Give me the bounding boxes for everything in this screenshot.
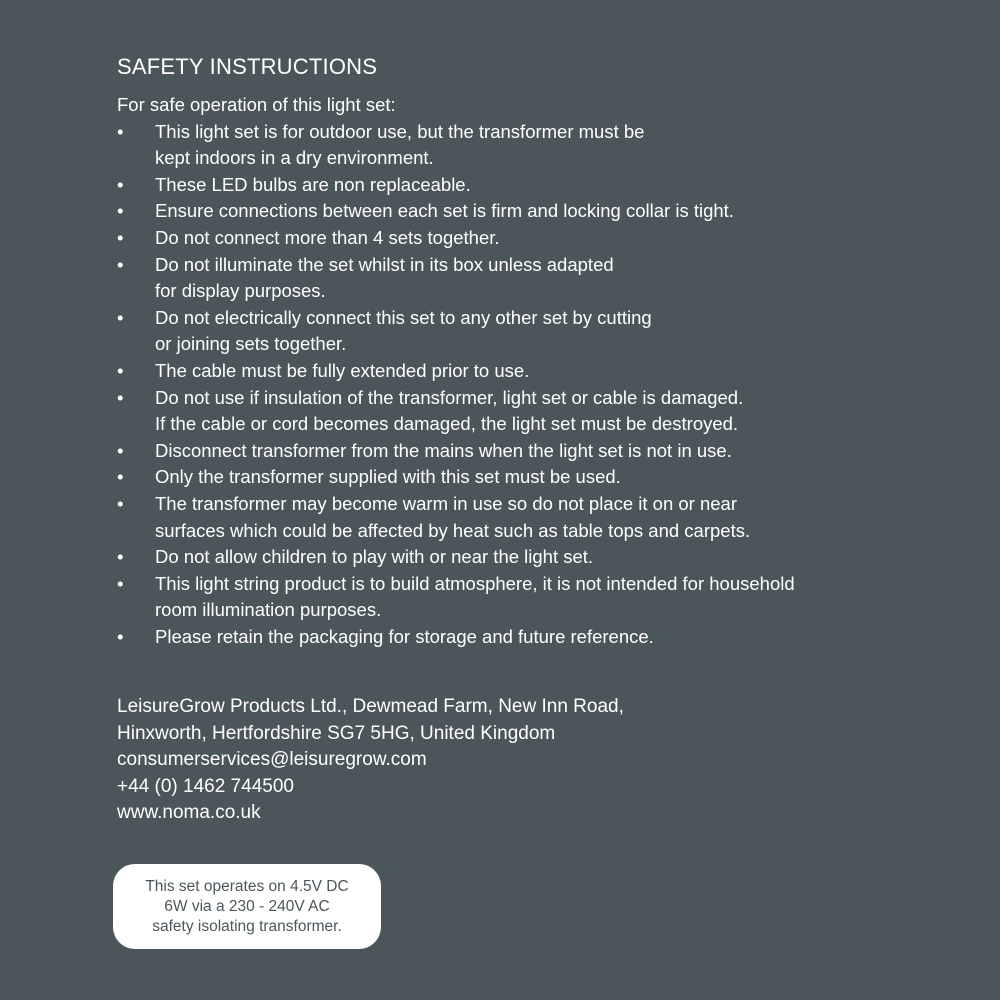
instruction-text: The cable must be fully extended prior to use. — [155, 359, 530, 381]
list-item — [117, 172, 977, 199]
phone-number: +44 (0) 1462 744500 — [117, 775, 294, 797]
bullet-icon: • — [117, 253, 124, 275]
bullet-icon: • — [117, 492, 124, 514]
spec-line-2: 6W via a 230 - 240V AC — [164, 897, 330, 915]
bullet-icon: • — [117, 226, 124, 248]
instruction-text: These LED bulbs are non replaceable. — [155, 173, 471, 195]
address-line-1: LeisureGrow Products Ltd., Dewmead Farm, New Inn Road, — [117, 696, 624, 718]
instruction-text: Please retain the packaging for storage and future reference. — [155, 625, 654, 647]
bullet-icon: • — [117, 439, 124, 461]
email-address: consumerservices@leisuregrow.com — [117, 749, 427, 771]
instructions-list — [117, 119, 977, 651]
instruction-text: Do not allow children to play with or near the light set. — [155, 546, 594, 568]
bullet-icon: • — [117, 546, 124, 568]
list-item — [117, 358, 977, 385]
instruction-text: Only the transformer supplied with this set must be used. — [155, 466, 621, 488]
list-item — [117, 491, 977, 544]
safety-instructions-panel — [117, 52, 977, 827]
instruction-text: Do not connect more than 4 sets together. — [155, 226, 500, 248]
list-item — [117, 571, 977, 624]
bullet-icon: • — [117, 306, 124, 328]
list-item — [117, 305, 977, 358]
instruction-text: Disconnect transformer from the mains when the light set is not in use. — [155, 439, 732, 461]
website-url: www.noma.co.uk — [117, 802, 261, 824]
list-item — [117, 225, 977, 252]
address-line-2: Hinxworth, Hertfordshire SG7 5HG, United Kingdom — [117, 722, 556, 744]
bullet-icon: • — [117, 359, 124, 381]
bullet-icon: • — [117, 386, 124, 408]
list-item — [117, 624, 977, 651]
instruction-text: The transformer may become warm in use so do not place it on or near surfaces which could be affected by heat such as table tops and carpets. — [155, 492, 751, 541]
list-item — [117, 464, 977, 491]
page-title: SAFETY INSTRUCTIONS — [117, 54, 378, 79]
contact-block — [117, 694, 977, 827]
spec-line-1: This set operates on 4.5V DC — [145, 877, 349, 895]
bullet-icon: • — [117, 466, 124, 488]
list-item — [117, 198, 977, 225]
bullet-icon: • — [117, 572, 124, 594]
instruction-text: Do not illuminate the set whilst in its box unless adapted for display purposes. — [155, 253, 614, 302]
instruction-text: Do not use if insulation of the transformer, light set or cable is damaged. If the cable or cord becomes damaged, the light set must be destroyed. — [155, 386, 744, 435]
instruction-text: Ensure connections between each set is firm and locking collar is tight. — [155, 200, 734, 222]
bullet-icon: • — [117, 200, 124, 222]
instruction-text: This light set is for outdoor use, but the transformer must be kept indoors in a dry environment. — [155, 120, 645, 169]
intro-text: For safe operation of this light set: — [117, 94, 396, 115]
bullet-icon: • — [117, 173, 124, 195]
list-item — [117, 544, 977, 571]
instruction-text: This light string product is to build atmosphere, it is not intended for household room illumination purposes. — [155, 572, 795, 621]
spec-line-3: safety isolating transformer. — [152, 917, 342, 935]
bullet-icon: • — [117, 120, 124, 142]
bullet-icon: • — [117, 625, 124, 647]
list-item — [117, 252, 977, 305]
list-item — [117, 385, 977, 438]
list-item — [117, 119, 977, 172]
instruction-text: Do not electrically connect this set to any other set by cutting or joining sets together. — [155, 306, 652, 355]
spec-badge — [113, 864, 381, 949]
list-item — [117, 438, 977, 465]
